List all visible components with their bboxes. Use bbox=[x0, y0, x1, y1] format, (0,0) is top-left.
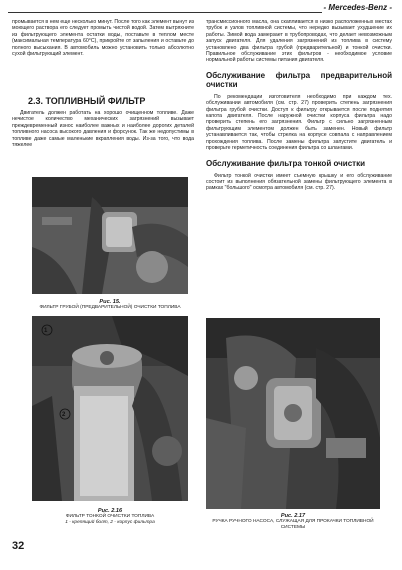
running-header bbox=[0, 0, 402, 16]
fig15-photo bbox=[32, 177, 188, 294]
header-rule bbox=[8, 12, 322, 13]
heading-fine-filter: Обслуживание фильтра тонкой очистки bbox=[206, 158, 365, 168]
fig16-photo bbox=[32, 316, 188, 501]
fig16-number: Рис. 2.16 bbox=[97, 508, 123, 514]
heading-pre-filter: Обслуживание фильтра предварительной очистки bbox=[206, 70, 392, 89]
fig17-photo bbox=[206, 318, 380, 509]
fig17-title: РУЧКА РУЧНОГО НАСОСА, СЛУЖАЩАЯ ДЛЯ ПРОКАЧКИ ТОПЛИВНОЙ СИСТЕМЫ bbox=[212, 519, 374, 530]
header-brand: - Mercedes-Benz - bbox=[323, 3, 392, 12]
fig17-number: Рис. 2.17 bbox=[280, 513, 306, 519]
fig17-caption bbox=[206, 513, 380, 531]
left-intro-paragraph: промывается в нем еще несколько минут. После того как элемент вынут из моющего раствора его следует промыть чистой водой. Затем вытряхните из фильтрующего элемента остатки воды, поставьте в теплом месте (максимальная температура 60°С), прикройте от запыления и оставьте до полного высыхания. В автомобиль можно установить только абсолютно сухой фильтрующий элемент. bbox=[12, 19, 194, 58]
page-number: 32 bbox=[12, 540, 25, 552]
fig16-callout-1: 1 bbox=[44, 328, 48, 334]
right-column bbox=[206, 19, 392, 192]
fine-filter-paragraph: Фильтр тонкой очистки имеет съемную крышку и его обслуживание состоит из выполнения обязательной замены фильтрующего элемента в рамках "большого" осмотра автомобиля (см. стр. 27). bbox=[206, 172, 392, 192]
fig15-caption bbox=[32, 299, 188, 311]
fig15-title: ФИЛЬТР ГРУБОЙ (ПРЕДВАРИТЕЛЬНОЙ) ОЧИСТКИ ТОПЛИВА bbox=[39, 305, 181, 310]
left-paragraph: Двигатель должен работать на хорошо очищенном топливе. Даже нечистое количество механических загрязнений вызывает преждевременный износ наиболее важных и наиболее дорогих деталей топливного насоса высокого давления и форсунок. Так же недопустимы в топливе даже самые маленькие вкрапления воды. Из-за того, что вода тяжелее bbox=[12, 110, 194, 149]
section-title: 2.3. ТОПЛИВНЫЙ ФИЛЬТР bbox=[28, 96, 146, 106]
left-body bbox=[12, 110, 194, 148]
pre-filter-paragraph: По рекомендации изготовителя необходимо при каждом тех. обслуживании автомобиля (см. стр. 27) проверить степень загрязнения фильтра грубой очистки. Доступ к фильтру открывается после поднятия капота двигателя. После наружной очистки корпуса фильтра надо проверить степень его загрязнения. Фильтр с сильно загрязненным фильтрующим элементом должен быть заменен. Новый фильтр устанавливается так, чтобы стрелка на корпусе совпала с направлением прохождения топлива. После замены фильтра запустите двигатель и проверьте герметичность соединения фильтра со шлангами. bbox=[206, 93, 392, 152]
fig16-caption bbox=[32, 508, 188, 526]
fig16-title: ФИЛЬТР ТОНКОЙ ОЧИСТКИ ТОПЛИВА bbox=[65, 514, 155, 519]
fig15-number: Рис. 15. bbox=[99, 299, 121, 305]
left-column bbox=[12, 19, 194, 57]
fig16-legend: 1 - крепящий болт, 2 - корпус фильтра bbox=[65, 520, 155, 525]
right-intro-paragraph: трансмиссионного масла, она скапливается в низко расположенных местах трубок и узлов топливной системы, что нередко вызывает ухудшение их работы. Зимой вода замерзает в трубопроводах, что делает невозможным запуск двигателя. Для удаления загрязнений из топлива в систему установлено два фильтра грубой (предварительной) и тонкой очистки. Правильное обслуживание этих фильтров - необходимое условие нормальной работы системы питания двигателя. bbox=[206, 19, 392, 64]
fig16-callout-2: 2 bbox=[62, 412, 66, 418]
